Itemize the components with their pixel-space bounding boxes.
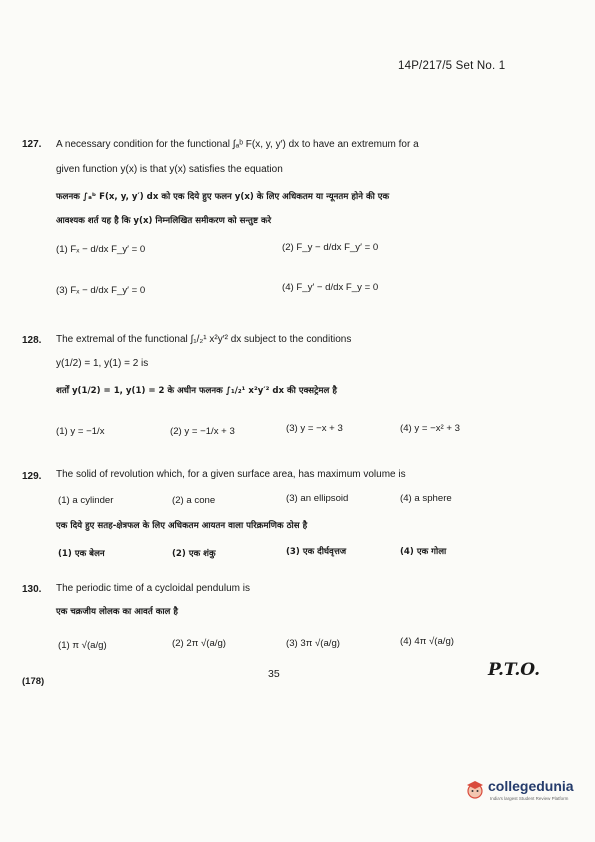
question-130-option-4: (4) 4π √(a/g): [400, 636, 455, 647]
watermark-brand: collegedunia: [488, 778, 574, 794]
question-130-english-line1: The periodic time of a cycloidal pendulum is: [56, 583, 250, 594]
question-128-english-line1: The extremal of the functional ∫₁/₂¹ x²y′² dx subject to the conditions: [56, 334, 352, 345]
question-128-option-1: (1) y = −1/x: [56, 426, 105, 437]
question-127-english-line2: given function y(x) is that y(x) satisfies the equation: [56, 164, 283, 175]
question-129-hindi-line1: एक दिये हुए सतह-क्षेत्रफल के लिए अधिकतम आयतन वाला परिक्रमणिक ठोस है: [56, 521, 308, 531]
question-129-option-1-hi: (1) एक बेलन: [58, 549, 105, 559]
question-127-option-4: (4) F_y′ − d/dx F_y = 0: [282, 282, 379, 293]
question-130-option-1: (1) π √(a/g): [58, 640, 107, 651]
question-127-number: 127.: [22, 139, 42, 150]
question-129-number: 129.: [22, 471, 42, 482]
question-129-option-2-en: (2) a cone: [172, 495, 216, 506]
question-130-option-3: (3) 3π √(a/g): [286, 638, 341, 649]
paper-code: (178): [22, 676, 45, 687]
question-129-option-1-en: (1) a cylinder: [58, 495, 114, 506]
pto-handwritten-note: P.T.O.: [488, 660, 540, 680]
question-129-option-3-en: (3) an ellipsoid: [286, 493, 349, 504]
question-129-option-3-hi: (3) एक दीर्घवृत्तज: [286, 547, 347, 557]
question-128-option-2: (2) y = −1/x + 3: [170, 426, 235, 437]
question-130-number: 130.: [22, 584, 42, 595]
question-130-hindi-line1: एक चक्रजीय लोलक का आवर्त काल है: [56, 607, 178, 617]
question-127-option-2: (2) F_y − d/dx F_y′ = 0: [282, 242, 379, 253]
question-128-number: 128.: [22, 335, 42, 346]
question-128-option-3: (3) y = −x + 3: [286, 423, 343, 434]
question-127-hindi-line2: आवश्यक शर्त यह है कि y(x) निम्नलिखित समीकरण को सन्तुष्ट करे: [56, 216, 272, 226]
question-129-option-4-hi: (4) एक गोला: [400, 547, 447, 557]
question-128-english-line2: y(1/2) = 1, y(1) = 2 is: [56, 358, 149, 369]
question-127-option-1: (1) Fₓ − d/dx F_y′ = 0: [56, 244, 146, 255]
question-127-english-line1: A necessary condition for the functional ∫ₐᵇ F(x, y, y′) dx to have an extremum for a: [56, 139, 419, 150]
question-127-option-3: (3) Fₓ − d/dx F_y′ = 0: [56, 285, 146, 296]
question-127-hindi-line1: फलनक ∫ₐᵇ F(x, y, y′) dx को एक दिये हुए फलन y(x) के लिए अधिकतम या न्यूनतम होने की एक: [56, 192, 390, 202]
set-number-header: 14P/217/5 Set No. 1: [398, 60, 506, 72]
page-number: 35: [268, 668, 280, 680]
question-128-option-4: (4) y = −x² + 3: [400, 423, 460, 434]
question-128-hindi-line1: शर्तों y(1/2) = 1, y(1) = 2 के अधीन फलनक ∫₁/₂¹ x²y′² dx की एक्सट्रेमल है: [56, 386, 337, 396]
watermark-tagline: India's largest Student Review Platform: [490, 796, 569, 801]
question-129-option-4-en: (4) a sphere: [400, 493, 452, 504]
question-129-english-line1: The solid of revolution which, for a given surface area, has maximum volume is: [56, 469, 406, 480]
question-129-option-2-hi: (2) एक शंकु: [172, 549, 216, 559]
graduate-icon: [466, 780, 484, 800]
collegedunia-watermark: [466, 778, 576, 808]
question-130-option-2: (2) 2π √(a/g): [172, 638, 227, 649]
